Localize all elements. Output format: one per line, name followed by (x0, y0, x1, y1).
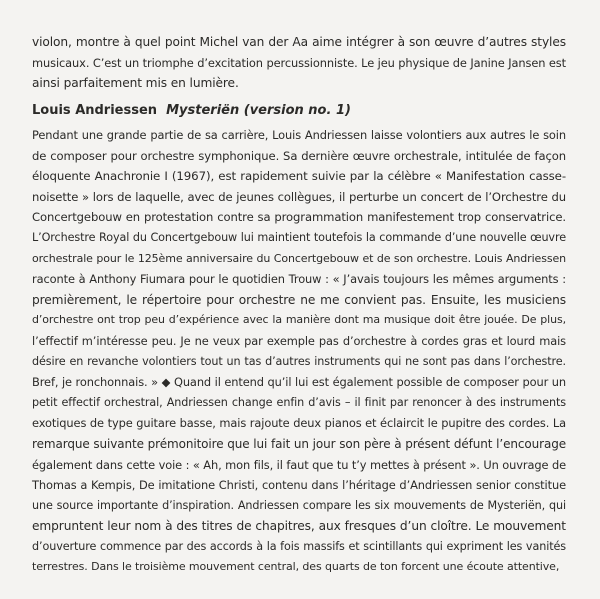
text-line: Pendant une grande partie de sa carrière, Louis Andriessen laisse volontiers aux autres le soin (32, 128, 566, 142)
text-line: terrestres. Dans le troisième mouvement central, des quarts de ton forcent une écoute attentive, (32, 560, 560, 574)
composer-name: Louis Andriessen (32, 103, 158, 118)
text-line: remarque suivante prémonitoire que lui fait un jour son père à présent défunt l’encourage (32, 436, 566, 451)
text-line: Thomas a Kempis, De imitatione Christi, contenu dans l’héritage d’Andriessen senior constitue (32, 478, 566, 493)
text-line: petit effectif orchestral, Andriessen change enfin d’avis – il finit par renoncer à des instruments (32, 395, 566, 409)
text-line: premièrement, le répertoire pour orchestre ne me convient pas. Ensuite, les musiciens (32, 292, 566, 307)
text-line: de composer pour orchestre symphonique. Sa dernière œuvre orchestrale, intitulée de façon (32, 148, 566, 163)
intro-paragraph (32, 32, 566, 94)
text-line: Concertgebouw en protestation contre sa programmation manifestement trop conservatrice. (32, 210, 566, 225)
work-title: Mysteriën (version no. 1) (166, 103, 351, 118)
text-line: orchestrale pour le 125ème anniversaire du Concertgebouw et de son orchestre. Louis Andriessen (32, 251, 566, 265)
body-paragraph (32, 125, 566, 578)
text-line: Bref, je ronchonnais. » ◆ Quand il entend qu’il lui est également possible de composer pour un (32, 375, 566, 390)
text-line: désire en revanche volontiers tout un tas d’autres instruments qui ne sont pas dans l’orchestre. (32, 354, 566, 368)
section-heading (32, 103, 351, 118)
text-line: également dans cette voie : « Ah, mon fils, il faut que tu t’y mettes à présent ». Un ouvrage de (32, 457, 566, 472)
text-line: exotiques de type guitare basse, mais rajoute deux pianos et éclaircit le pupitre des cordes. La (32, 416, 566, 431)
text-line: éloquente Anachronie I (1967), est rapidement suivie par la célèbre « Manifestation casse- (32, 169, 566, 184)
text-line: d’ouverture commence par des accords à la fois massifs et scintillants qui expriment les vanités (32, 539, 566, 553)
text-line: raconte à Anthony Fiumara pour le quotidien Trouw : « J’avais toujours les mêmes arguments : (32, 272, 566, 287)
text-line: empruntent leur nom à des titres de chapitres, aux fresques d’un cloître. Le mouvement (32, 519, 566, 534)
text-line: l’effectif m’intéresse peu. Je ne veux par exemple pas d’orchestre à cordes gras et lourd mais (32, 333, 566, 348)
text-line: une source importante d’inspiration. Andriessen compare les six mouvements de Mysteriën, qui (32, 498, 566, 512)
text-line: violon, montre à quel point Michel van der Aa aime intégrer à son œuvre d’autres styles (32, 35, 566, 49)
text-line: ainsi parfaitement mis en lumière. (32, 76, 239, 91)
text-line: musicaux. C’est un triomphe d’excitation percussionniste. Le jeu physique de Janine Jansen est (32, 55, 566, 70)
text-line: noisette » lors de laquelle, avec de jeunes collègues, il perturbe un concert de l’Orchestre du (32, 189, 566, 204)
text-line: L’Orchestre Royal du Concertgebouw lui maintient toutefois la commande d’une nouvelle œuvre (32, 230, 566, 244)
text-line: d’orchestre ont trop peu d’expérience avec la manière dont ma musique doit être jouée. De plus, (32, 313, 566, 327)
